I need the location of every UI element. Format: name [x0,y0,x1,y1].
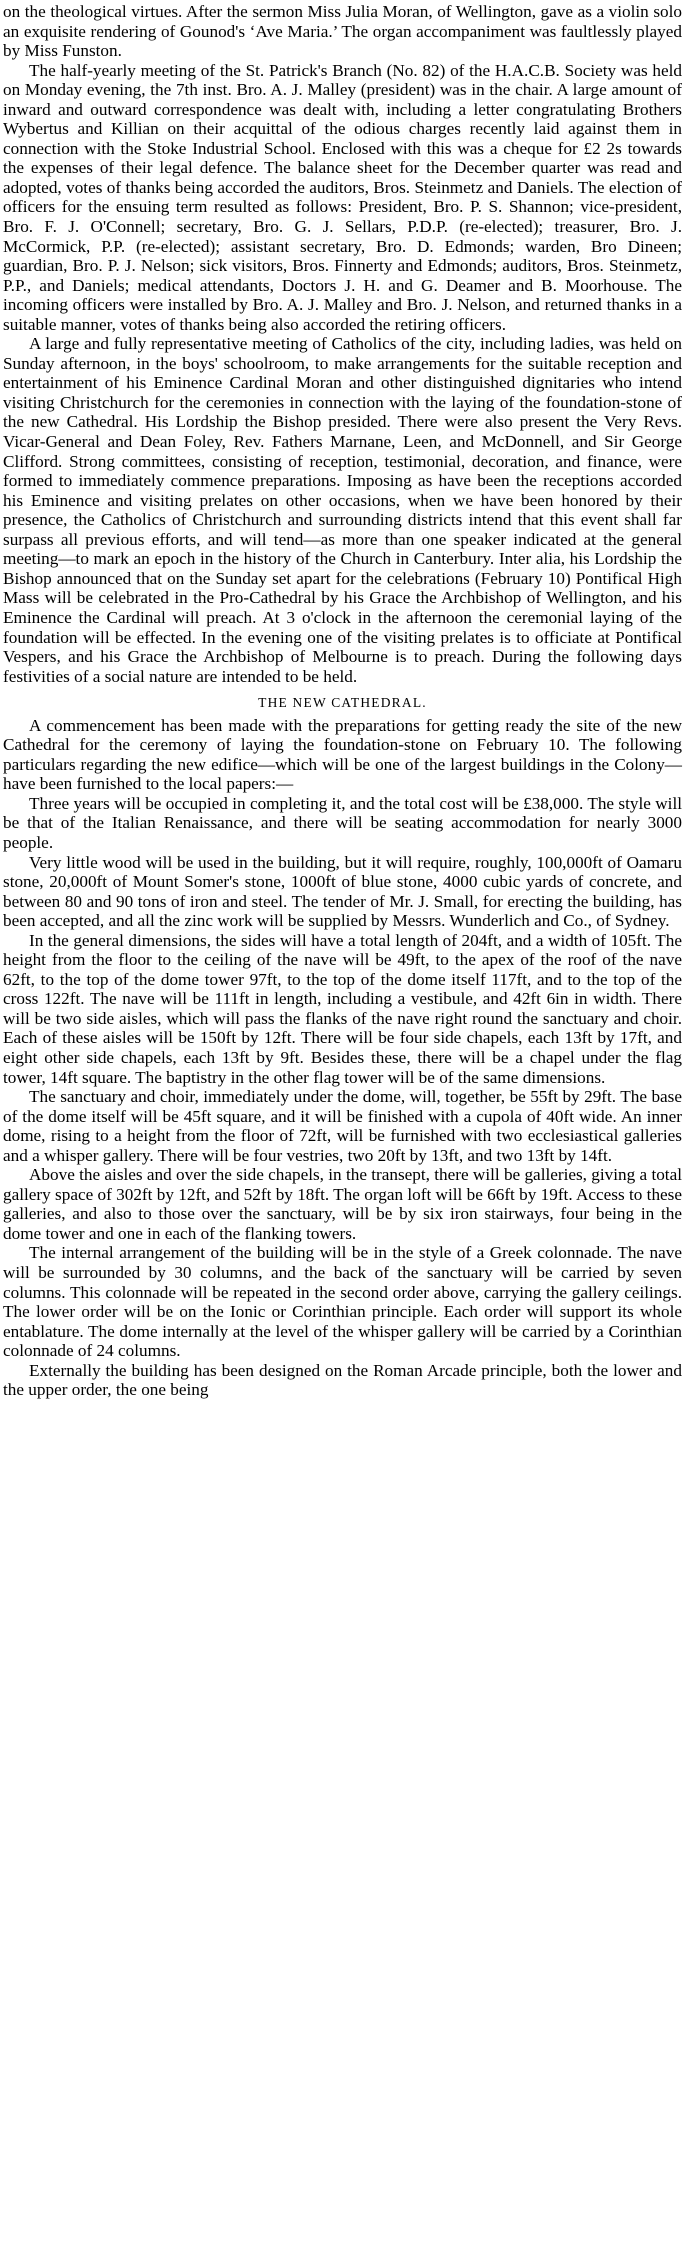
paragraph-internal-arrangement: The internal arrangement of the building will be in the style of a Greek colonnade. The nave will be surrounded by 30 columns, and the back of the sanctuary will be carried by seven columns. This colonnade will be repeated in the second order above, carrying the gallery ceilings. The lower order will be on the Ionic or Corinthian principle. Each order will support its whole entablature. The dome internally at the level of the whisper gallery will be carried by a Corinthian colonnade of 24 columns. [3,1243,682,1361]
paragraph-materials: Very little wood will be used in the building, but it will require, roughly, 100,000ft of Oamaru stone, 20,000ft of Mount Somer's stone, 1000ft of blue stone, 4000 cubic yards of concrete, and between 80 and 90 tons of iron and steel. The tender of Mr. J. Small, for erecting the building, has been accepted, and all the zinc work will be supplied by Messrs. Wunderlich and Co., of Sydney. [3,852,682,931]
paragraph-sermon-continuation: on the theological virtues. After the sermon Miss Julia Moran, of Wellington, gave as a violin solo an exquisite rendering of Gounod's ‘Ave Maria.’ The organ accompaniment was faultlessly played by Miss Funston. [3,2,682,61]
paragraph-dimensions: In the general dimensions, the sides will have a total length of 204ft, and a width of 105ft. The height from the floor to the ceiling of the nave will be 49ft, to the apex of the roof of the nave 62ft, to the top of the dome tower 97ft, to the top of the dome itself 117ft, and to the top of the cross 122ft. The nave will be 111ft in length, including a vestibule, and 42ft 6in in width. There will be two side aisles, which will pass the flanks of the nave right round the sanctuary and choir. Each of these aisles will be 150ft by 12ft. There will be four side chapels, each 13ft by 17ft, and eight other side chapels, each 13ft by 9ft. Besides these, there will be a chapel under the flag tower, 14ft square. The baptistry in the other flag tower will be of the same dimensions. [3,930,682,1087]
paragraph-galleries: Above the aisles and over the side chapels, in the transept, there will be galleries, giving a total gallery space of 302ft by 12ft, and 52ft by 18ft. The organ loft will be 66ft by 19ft. Access to these galleries, and also to those over the sanctuary, will be by six iron stairways, four being in the dome tower and one in each of the flanking towers. [3,1165,682,1243]
paragraph-commencement: A commencement has been made with the preparations for getting ready the site of the new Cathedral for the ceremony of laying the foundation-stone on February 10. The following particulars regarding the new edifice—which will be one of the largest buildings in the Colony—have been furnished to the local papers:— [3,715,682,794]
paragraph-external-design: Externally the building has been designed on the Roman Arcade principle, both the lower and the upper order, the one being [3,1360,682,1400]
paragraph-catholics-meeting: A large and fully representative meeting of Catholics of the city, including ladies, was held on Sunday afternoon, in the boys' schoolroom, to make arrangements for the suitable reception and entertainment of his Eminence Cardinal Moran and other distinguished dignitaries who intend visiting Christchurch for the ceremonies in connection with the laying of the foundation-stone of the new Cathedral. His Lordship the Bishop presided. There were also present the Very Revs. Vicar-General and Dean Foley, Rev. Fathers Marnane, Leen, and McDonnell, and Sir George Clifford. Strong committees, consisting of reception, testimonial, decoration, and finance, were formed to immediately commence preparations. Imposing as have been the receptions accorded his Eminence and visiting prelates on other occasions, when we have been honored by their presence, the Catholics of Christchurch and surrounding districts intend that this event shall far surpass all previous efforts, and will tend—as more than one speaker indicated at the general meeting—to mark an epoch in the history of the Church in Canterbury. Inter alia, his Lordship the Bishop announced that on the Sunday set apart for the celebrations (February 10) Pontifical High Mass will be celebrated in the Pro-Cathedral by his Grace the Archbishop of Wellington, and his Eminence the Cardinal will preach. At 3 o'clock in the afternoon the ceremonial laying of the foundation will be effected. In the evening one of the visiting prelates is to officiate at Pontifical Vespers, and his Grace the Archbishop of Melbourne is to preach. During the following days festivities of a social nature are intended to be held. [3,334,682,686]
paragraph-hacb-meeting: The half-yearly meeting of the St. Patrick's Branch (No. 82) of the H.A.C.B. Society was held on Monday evening, the 7th inst. Bro. A. J. Malley (president) was in the chair. A large amount of inward and outward correspondence was dealt with, including a letter congratulating Brothers Wybertus and Killian on their acquittal of the odious charges recently laid against them in connection with the Stoke Industrial School. Enclosed with this was a cheque for £2 2s towards the expenses of their legal defence. The balance sheet for the December quarter was read and adopted, votes of thanks being accorded the auditors, Bros. Steinmetz and Daniels. The election of officers for the ensuing term resulted as follows: President, Bro. P. S. Shannon; vice-president, Bro. F. J. O'Connell; secretary, Bro. G. J. Sellars, P.D.P. (re-elected); treasurer, Bro. J. McCormick, P.P. (re-elected); assistant secretary, Bro. D. Edmonds; warden, Bro Dineen; guardian, Bro. P. J. Nelson; sick visitors, Bros. Finnerty and Edmonds; auditors, Bros. Steinmetz, P.P., and Daniels; medical attendants, Doctors J. H. and G. Deamer and B. Moorhouse. The incoming officers were installed by Bro. A. J. Malley and Bro. J. Nelson, and returned thanks in a suitable manner, votes of thanks being also accorded the retiring officers. [3,60,682,334]
section-heading-new-cathedral: THE NEW CATHEDRAL. [258,695,427,711]
paragraph-cost: Three years will be occupied in completing it, and the total cost will be £38,000. The style will be that of the Italian Renaissance, and there will be seating accommodation for nearly 3000 people. [3,793,682,852]
paragraph-sanctuary: The sanctuary and choir, immediately under the dome, will, together, be 55ft by 29ft. The base of the dome itself will be 45ft square, and it will be finished with a cupola of 40ft wide. An inner dome, rising to a height from the floor of 72ft, will be furnished with two ecclesiastical galleries and a whisper gallery. There will be four vestries, two 20ft by 13ft, and two 13ft by 14ft. [3,1087,682,1165]
